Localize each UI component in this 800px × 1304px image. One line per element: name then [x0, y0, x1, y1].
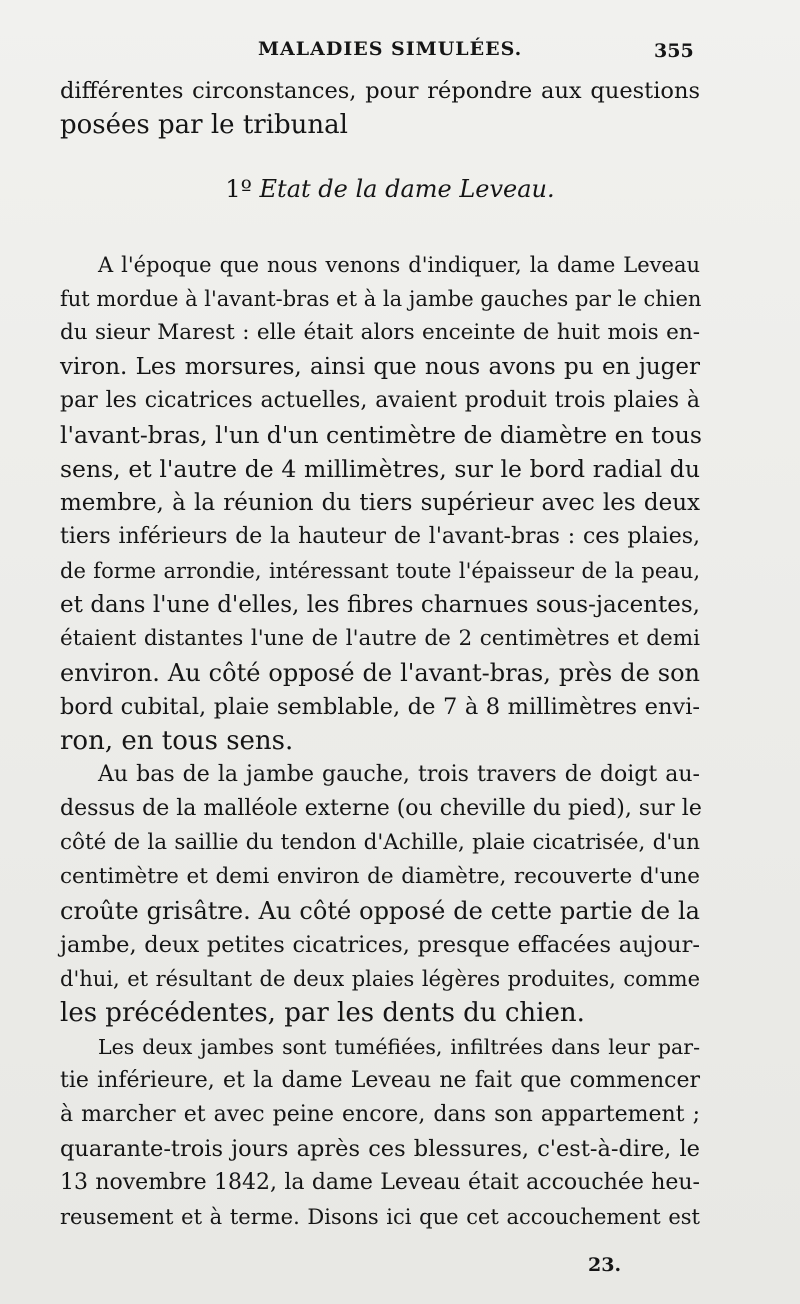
text-line: étaient distantes l'une de l'autre de 2 centimètres et demi	[60, 626, 700, 651]
text-line: tie inférieure, et la dame Leveau ne fait que commencer	[60, 1068, 700, 1093]
text-line: côté de la saillie du tendon d'Achille, plaie cicatrisée, d'un	[60, 830, 700, 855]
text-line: environ. Au côté opposé de l'avant-bras, près de son	[60, 659, 700, 687]
text-line: différentes circonstances, pour répondre aux questions	[60, 78, 700, 104]
paragraph-3	[60, 1030, 700, 1234]
section-number: 1º	[225, 175, 252, 203]
text-line: par les cicatrices actuelles, avaient produit trois plaies à	[60, 388, 700, 413]
paragraph-1	[60, 248, 700, 758]
text-line: à marcher et avec peine encore, dans son appartement ;	[60, 1102, 700, 1127]
running-head: MALADIES SIMULÉES.	[258, 38, 523, 60]
signature-mark: 23.	[588, 1254, 622, 1276]
text-line: A l'époque que nous venons d'indiquer, la dame Leveau	[98, 253, 700, 277]
text-line: sens, et l'autre de 4 millimètres, sur le bord radial du	[60, 455, 700, 483]
text-line: d'hui, et résultant de deux plaies légères produites, comme	[60, 967, 700, 991]
text-line: les précédentes, par les dents du chien.	[60, 998, 585, 1028]
text-line: membre, à la réunion du tiers supérieur avec les deux	[60, 490, 700, 516]
text-line: dessus de la malléole externe (ou cheville du pied), sur le	[60, 796, 702, 821]
text-line: tiers inférieurs de la hauteur de l'avant-bras : ces plaies,	[60, 524, 700, 549]
text-line: Au bas de la jambe gauche, trois travers de doigt au-	[98, 762, 700, 787]
text-line: quarante-trois jours après ces blessures, c'est-à-dire, le	[60, 1136, 700, 1162]
text-line: de forme arrondie, intéressant toute l'épaisseur de la peau,	[60, 559, 700, 583]
text-line: Les deux jambes sont tuméfiées, infiltrées dans leur par-	[98, 1035, 700, 1059]
text-line: du sieur Marest : elle était alors enceinte de huit mois en-	[60, 320, 700, 345]
text-line: viron. Les morsures, ainsi que nous avons pu en juger	[60, 354, 700, 380]
text-line: et dans l'une d'elles, les fibres charnues sous-jacentes,	[60, 592, 700, 618]
text-line: centimètre et demi environ de diamètre, recouverte d'une	[60, 864, 700, 889]
section-title-text: Etat de la dame Leveau.	[259, 175, 555, 203]
section-title	[60, 172, 700, 206]
text-line: ron, en tous sens.	[60, 726, 294, 756]
body-text	[60, 74, 700, 1234]
text-line: l'avant-bras, l'un d'un centimètre de diamètre en tous	[60, 421, 702, 449]
text-line: reusement et à terme. Disons ici que cet accouchement est	[60, 1205, 700, 1229]
text-line: jambe, deux petites cicatrices, presque effacées aujour-	[60, 932, 700, 958]
text-line: croûte grisâtre. Au côté opposé de cette partie de la	[60, 897, 700, 925]
intro-paragraph	[60, 74, 700, 142]
text-line: fut mordue à l'avant-bras et à la jambe gauches par le chien	[60, 287, 702, 311]
paragraph-2	[60, 758, 700, 1030]
page-number: 355	[654, 40, 694, 62]
text-line: bord cubital, plaie semblable, de 7 à 8 millimètres envi-	[60, 694, 700, 720]
text-line: posées par le tribunal	[60, 110, 348, 140]
text-line: 13 novembre 1842, la dame Leveau était accouchée heu-	[60, 1170, 700, 1195]
page-header	[0, 38, 800, 68]
